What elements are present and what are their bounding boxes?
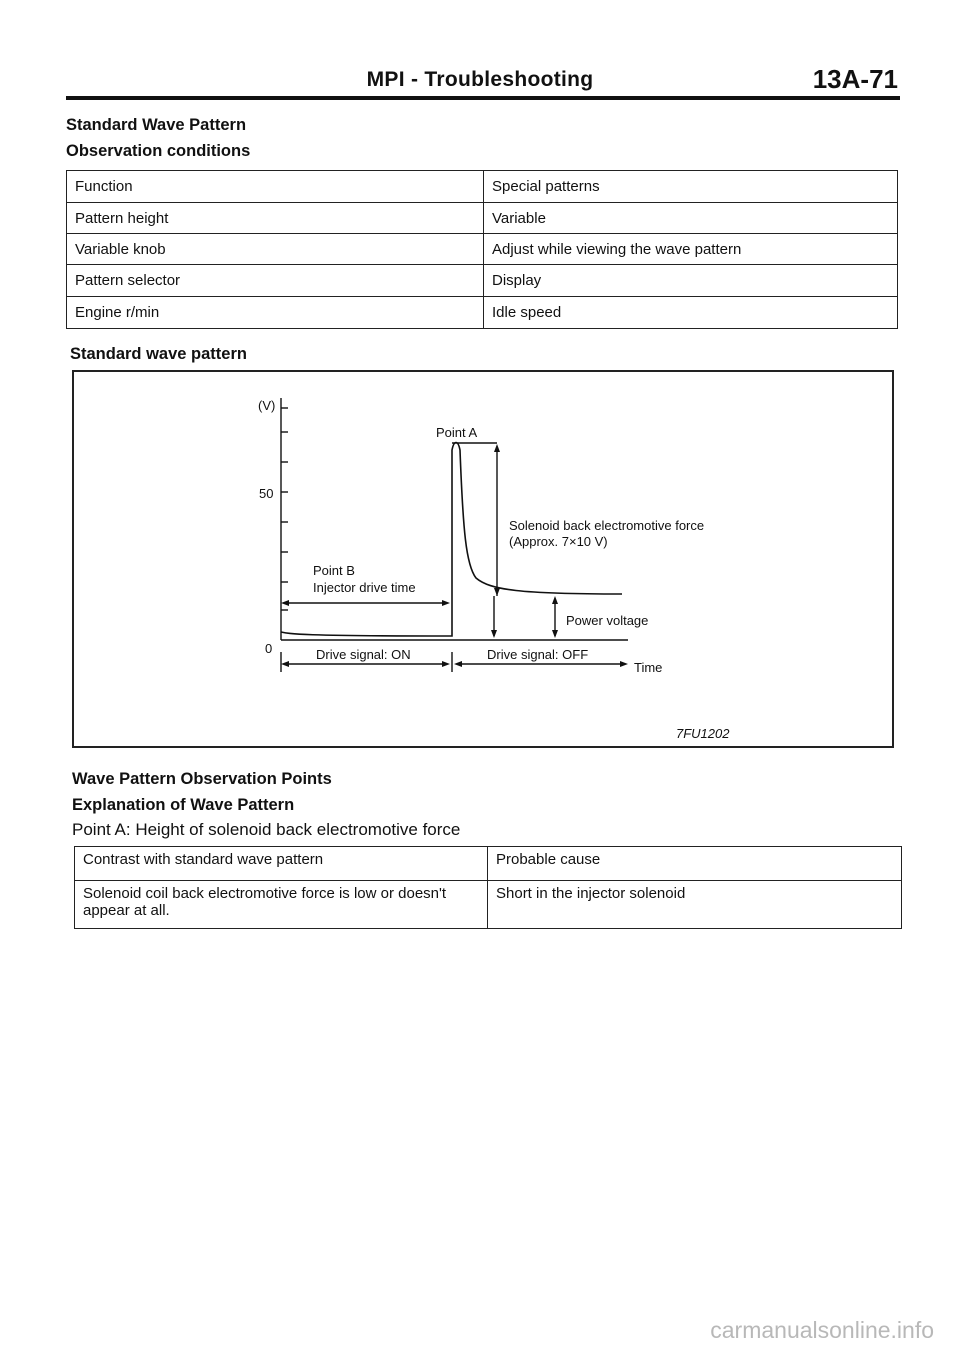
figure-code: 7FU1202 — [676, 726, 730, 741]
y-tick-label: 50 — [259, 486, 274, 501]
arrowhead — [281, 661, 289, 667]
drive-off-label: Drive signal: OFF — [487, 647, 589, 662]
arrowhead — [494, 588, 500, 596]
condition-value: Idle speed — [484, 297, 898, 329]
condition-value: Adjust while viewing the wave pattern — [484, 234, 898, 265]
arrowhead — [494, 444, 500, 452]
condition-value: Display — [484, 265, 898, 297]
table-row — [75, 881, 902, 929]
condition-label: Function — [67, 171, 484, 203]
table-header-row — [75, 847, 902, 881]
page-number: 13A-71 — [812, 64, 898, 94]
column-header: Probable cause — [488, 847, 902, 881]
section-title: Standard Wave Pattern — [66, 116, 247, 134]
power-voltage-label: Power voltage — [566, 613, 649, 628]
observation-points-heading: Wave Pattern Observation Points — [72, 770, 332, 788]
time-label: Time — [634, 660, 663, 675]
arrowhead — [442, 600, 450, 606]
point-b-label-2: Injector drive time — [313, 580, 416, 595]
watermark: carmanualsonline.info — [710, 1317, 934, 1343]
condition-label: Pattern selector — [67, 265, 484, 297]
condition-label: Engine r/min — [67, 297, 484, 329]
back-emf-label-2: (Approx. 7×10 V) — [509, 534, 608, 549]
point-b-label: Point B — [313, 563, 355, 578]
condition-value: Variable — [484, 203, 898, 234]
y-tick-label: 0 — [265, 641, 273, 656]
arrowhead — [552, 596, 558, 604]
arrowhead — [454, 661, 462, 667]
column-header: Contrast with standard wave pattern — [75, 847, 488, 881]
arrowhead — [552, 630, 558, 638]
contrast-cell: Solenoid coil back electromotive force is low or doesn't appear at all. — [75, 881, 488, 929]
point-a-label: Point A — [436, 425, 478, 440]
condition-label: Variable knob — [67, 234, 484, 265]
wave-heading: Standard wave pattern — [70, 345, 247, 363]
arrowhead — [281, 600, 289, 606]
arrowhead — [442, 661, 450, 667]
cause-cell: Short in the injector solenoid — [488, 881, 902, 929]
back-emf-label: Solenoid back electromotive force — [509, 518, 705, 533]
arrowhead — [491, 630, 497, 638]
condition-label: Pattern height — [67, 203, 484, 234]
y-unit-label: (V) — [258, 398, 276, 413]
point-a-description: Point A: Height of solenoid back electromotive force — [72, 820, 461, 839]
page-title: MPI - Troubleshooting — [366, 68, 594, 91]
section-subtitle: Observation conditions — [66, 142, 251, 160]
condition-value: Special patterns — [484, 171, 898, 203]
explanation-heading: Explanation of Wave Pattern — [72, 796, 295, 814]
drive-on-label: Drive signal: ON — [316, 647, 411, 662]
causes-table — [74, 846, 902, 929]
arrowhead — [620, 661, 628, 667]
